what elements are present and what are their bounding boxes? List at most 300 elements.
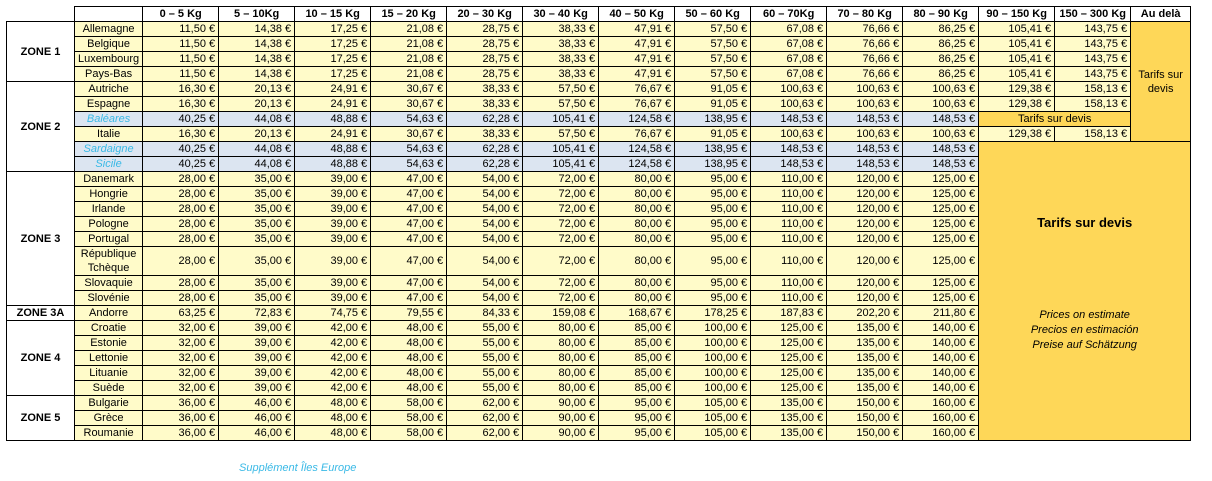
price-cell: 54,00 € (447, 187, 523, 202)
price-cell: 125,00 € (903, 276, 979, 291)
price-cell: 24,91 € (295, 82, 371, 97)
price-cell: 28,00 € (143, 217, 219, 232)
price-cell: 46,00 € (219, 411, 295, 426)
price-cell: 57,50 € (523, 82, 599, 97)
price-cell: 125,00 € (903, 187, 979, 202)
header-weight-15-20: 15 – 20 Kg (371, 7, 447, 22)
price-cell: 74,75 € (295, 306, 371, 321)
price-cell: 72,00 € (523, 187, 599, 202)
price-cell: 138,95 € (675, 142, 751, 157)
price-cell: 110,00 € (751, 232, 827, 247)
price-cell: 129,38 € (979, 97, 1055, 112)
price-cell: 135,00 € (827, 336, 903, 351)
price-cell: 76,66 € (827, 67, 903, 82)
price-cell: 58,00 € (371, 411, 447, 426)
quote-estimate-en: Prices on estimate (1039, 309, 1130, 321)
price-cell: 135,00 € (751, 426, 827, 441)
price-cell: 32,00 € (143, 336, 219, 351)
price-cell: 28,00 € (143, 187, 219, 202)
price-cell: 187,83 € (751, 306, 827, 321)
price-cell: 105,41 € (523, 142, 599, 157)
rate-table-body (7, 22, 1191, 441)
price-cell: 138,95 € (675, 112, 751, 127)
price-cell: 47,00 € (371, 232, 447, 247)
table-row (7, 142, 1191, 157)
price-cell: 24,91 € (295, 127, 371, 142)
price-cell: 47,00 € (371, 172, 447, 187)
country-slovaquie: Slovaquie (75, 276, 143, 291)
price-cell: 105,41 € (979, 37, 1055, 52)
price-cell: 32,00 € (143, 381, 219, 396)
price-cell: 80,00 € (523, 366, 599, 381)
quote-estimate-de: Preise auf Schätzung (1032, 339, 1137, 351)
table-row (7, 127, 1191, 142)
price-cell: 129,38 € (979, 127, 1055, 142)
price-cell: 86,25 € (903, 67, 979, 82)
price-cell: 35,00 € (219, 217, 295, 232)
price-cell: 72,00 € (523, 276, 599, 291)
country-bulgarie: Bulgarie (75, 396, 143, 411)
price-cell: 148,53 € (751, 112, 827, 127)
price-cell: 35,00 € (219, 172, 295, 187)
price-cell: 28,00 € (143, 291, 219, 306)
price-cell: 54,00 € (447, 172, 523, 187)
price-cell: 20,13 € (219, 127, 295, 142)
price-cell: 35,00 € (219, 232, 295, 247)
price-cell: 11,50 € (143, 22, 219, 37)
price-cell: 86,25 € (903, 37, 979, 52)
price-cell: 54,00 € (447, 276, 523, 291)
price-cell: 140,00 € (903, 321, 979, 336)
price-cell: 86,25 € (903, 22, 979, 37)
price-cell: 30,67 € (371, 127, 447, 142)
price-cell: 62,00 € (447, 426, 523, 441)
price-cell: 39,00 € (295, 187, 371, 202)
price-cell: 100,63 € (751, 82, 827, 97)
price-cell: 110,00 € (751, 187, 827, 202)
price-cell: 72,83 € (219, 306, 295, 321)
price-cell: 21,08 € (371, 22, 447, 37)
country-lettonie: Lettonie (75, 351, 143, 366)
price-cell: 95,00 € (675, 247, 751, 276)
price-cell: 124,58 € (599, 157, 675, 172)
price-cell: 129,38 € (979, 82, 1055, 97)
price-cell: 79,55 € (371, 306, 447, 321)
price-cell: 150,00 € (827, 411, 903, 426)
price-cell: 100,00 € (675, 351, 751, 366)
price-cell: 91,05 € (675, 82, 751, 97)
price-cell: 67,08 € (751, 52, 827, 67)
price-cell: 39,00 € (295, 172, 371, 187)
price-cell: 148,53 € (827, 157, 903, 172)
price-cell: 95,00 € (675, 172, 751, 187)
price-cell: 110,00 € (751, 291, 827, 306)
price-cell: 47,91 € (599, 67, 675, 82)
price-cell: 135,00 € (751, 396, 827, 411)
country-sardaigne: Sardaigne (75, 142, 143, 157)
price-cell: 42,00 € (295, 351, 371, 366)
price-cell: 39,00 € (219, 321, 295, 336)
price-cell: 62,28 € (447, 157, 523, 172)
price-cell: 47,00 € (371, 202, 447, 217)
zone-label-zone4: ZONE 4 (7, 321, 75, 396)
price-cell: 80,00 € (523, 336, 599, 351)
country-sicile: Sicile (75, 157, 143, 172)
price-cell: 46,00 € (219, 426, 295, 441)
price-cell: 55,00 € (447, 336, 523, 351)
price-cell: 160,00 € (903, 411, 979, 426)
country-espagne: Espagne (75, 97, 143, 112)
price-cell: 20,13 € (219, 97, 295, 112)
price-cell: 100,63 € (903, 82, 979, 97)
price-cell: 120,00 € (827, 217, 903, 232)
price-cell: 125,00 € (903, 172, 979, 187)
price-cell: 105,41 € (979, 52, 1055, 67)
price-cell: 91,05 € (675, 97, 751, 112)
price-cell: 42,00 € (295, 366, 371, 381)
price-cell: 58,00 € (371, 426, 447, 441)
price-cell: 202,20 € (827, 306, 903, 321)
price-cell: 38,33 € (523, 67, 599, 82)
price-cell: 95,00 € (599, 396, 675, 411)
price-cell: 44,08 € (219, 112, 295, 127)
price-cell: 143,75 € (1055, 22, 1131, 37)
zone-label-zone5: ZONE 5 (7, 396, 75, 441)
quote-estimate-es: Precios en estimación (1030, 324, 1139, 336)
price-cell: 125,00 € (751, 381, 827, 396)
price-cell: 80,00 € (599, 276, 675, 291)
price-cell: 76,67 € (599, 82, 675, 97)
header-weight-90-150: 90 – 150 Kg (979, 7, 1055, 22)
price-cell: 143,75 € (1055, 67, 1131, 82)
price-cell: 140,00 € (903, 351, 979, 366)
price-cell: 120,00 € (827, 232, 903, 247)
price-cell: 140,00 € (903, 336, 979, 351)
price-cell: 86,25 € (903, 52, 979, 67)
price-cell: 57,50 € (523, 97, 599, 112)
price-cell: 76,67 € (599, 127, 675, 142)
country-belgique: Belgique (75, 37, 143, 52)
price-cell: 62,00 € (447, 411, 523, 426)
price-cell: 67,08 € (751, 37, 827, 52)
table-row (7, 67, 1191, 82)
price-cell: 100,00 € (675, 336, 751, 351)
price-cell: 135,00 € (827, 321, 903, 336)
shipping-rate-table (6, 6, 1191, 441)
price-cell: 148,53 € (827, 112, 903, 127)
price-cell: 57,50 € (523, 127, 599, 142)
price-cell: 85,00 € (599, 381, 675, 396)
price-cell: 95,00 € (675, 291, 751, 306)
price-cell: 148,53 € (903, 142, 979, 157)
price-cell: 48,88 € (295, 157, 371, 172)
price-cell: 100,00 € (675, 366, 751, 381)
price-cell: 21,08 € (371, 52, 447, 67)
price-cell: 138,95 € (675, 157, 751, 172)
price-cell: 105,00 € (675, 411, 751, 426)
header-weight-0-5: 0 – 5 Kg (143, 7, 219, 22)
price-cell: 135,00 € (827, 381, 903, 396)
price-cell: 120,00 € (827, 202, 903, 217)
price-cell: 40,25 € (143, 112, 219, 127)
price-cell: 39,00 € (295, 276, 371, 291)
price-cell: 62,28 € (447, 142, 523, 157)
price-cell: 95,00 € (675, 187, 751, 202)
islands-supplement-note: Supplément Îles Europe (239, 462, 357, 474)
price-cell: 110,00 € (751, 247, 827, 276)
quote-baleares-block: Tarifs sur devis (979, 112, 1131, 127)
price-cell: 14,38 € (219, 67, 295, 82)
price-cell: 11,50 € (143, 37, 219, 52)
price-cell: 21,08 € (371, 67, 447, 82)
country-header (75, 7, 143, 22)
price-cell: 158,13 € (1055, 127, 1131, 142)
price-cell: 76,67 € (599, 97, 675, 112)
country-pays-bas: Pays-Bas (75, 67, 143, 82)
price-cell: 48,00 € (295, 426, 371, 441)
price-cell: 80,00 € (599, 202, 675, 217)
price-cell: 48,00 € (295, 411, 371, 426)
header-weight-10-15: 10 – 15 Kg (295, 7, 371, 22)
price-cell: 38,33 € (523, 37, 599, 52)
price-cell: 17,25 € (295, 37, 371, 52)
price-cell: 160,00 € (903, 396, 979, 411)
country-pologne: Pologne (75, 217, 143, 232)
price-cell: 80,00 € (599, 291, 675, 306)
price-cell: 67,08 € (751, 67, 827, 82)
country-allemagne: Allemagne (75, 22, 143, 37)
price-cell: 36,00 € (143, 426, 219, 441)
price-cell: 42,00 € (295, 336, 371, 351)
price-cell: 85,00 € (599, 366, 675, 381)
price-cell: 54,00 € (447, 217, 523, 232)
price-cell: 148,53 € (827, 142, 903, 157)
price-cell: 135,00 € (827, 366, 903, 381)
price-cell: 105,00 € (675, 426, 751, 441)
price-cell: 16,30 € (143, 82, 219, 97)
price-cell: 120,00 € (827, 172, 903, 187)
price-cell: 55,00 € (447, 321, 523, 336)
price-cell: 120,00 € (827, 187, 903, 202)
price-cell: 140,00 € (903, 366, 979, 381)
zone-label-zone2: ZONE 2 (7, 82, 75, 172)
price-cell: 42,00 € (295, 321, 371, 336)
header-row (7, 7, 1191, 22)
price-cell: 120,00 € (827, 247, 903, 276)
country-irlande: Irlande (75, 202, 143, 217)
price-cell: 39,00 € (219, 366, 295, 381)
price-cell: 17,25 € (295, 22, 371, 37)
price-cell: 100,00 € (675, 321, 751, 336)
price-cell: 90,00 € (523, 411, 599, 426)
table-row (7, 37, 1191, 52)
price-cell: 46,00 € (219, 396, 295, 411)
price-cell: 55,00 € (447, 381, 523, 396)
price-cell: 48,00 € (371, 351, 447, 366)
price-cell: 148,53 € (751, 157, 827, 172)
price-cell: 125,00 € (751, 351, 827, 366)
price-cell: 28,00 € (143, 202, 219, 217)
quote-big-text: Tarifs sur devis (1037, 215, 1133, 230)
price-cell: 85,00 € (599, 336, 675, 351)
price-cell: 54,63 € (371, 142, 447, 157)
country-republique-tcheque: République Tchèque (75, 247, 143, 276)
country-slovenie: Slovénie (75, 291, 143, 306)
price-cell: 95,00 € (599, 411, 675, 426)
price-cell: 28,00 € (143, 232, 219, 247)
price-cell: 58,00 € (371, 396, 447, 411)
price-cell: 24,91 € (295, 97, 371, 112)
price-cell: 120,00 € (827, 276, 903, 291)
zone-label-zone3: ZONE 3 (7, 172, 75, 306)
price-cell: 84,33 € (447, 306, 523, 321)
price-cell: 80,00 € (523, 381, 599, 396)
price-cell: 28,75 € (447, 67, 523, 82)
price-cell: 47,91 € (599, 52, 675, 67)
price-cell: 38,33 € (447, 82, 523, 97)
price-cell: 28,00 € (143, 247, 219, 276)
header-weight-80-90: 80 – 90 Kg (903, 7, 979, 22)
price-cell: 57,50 € (675, 52, 751, 67)
price-cell: 11,50 € (143, 52, 219, 67)
price-cell: 125,00 € (903, 291, 979, 306)
price-cell: 44,08 € (219, 157, 295, 172)
zone-label-zone3a: ZONE 3A (7, 306, 75, 321)
price-cell: 47,91 € (599, 37, 675, 52)
price-cell: 85,00 € (599, 351, 675, 366)
price-cell: 67,08 € (751, 22, 827, 37)
price-cell: 48,00 € (371, 366, 447, 381)
price-cell: 47,91 € (599, 22, 675, 37)
price-cell: 35,00 € (219, 187, 295, 202)
quote-big-block (979, 142, 1191, 441)
price-cell: 72,00 € (523, 291, 599, 306)
price-cell: 95,00 € (675, 217, 751, 232)
price-cell: 135,00 € (827, 351, 903, 366)
table-row (7, 97, 1191, 112)
header-weight-5-10: 5 – 10Kg (219, 7, 295, 22)
price-cell: 100,63 € (903, 97, 979, 112)
price-cell: 39,00 € (219, 351, 295, 366)
price-cell: 48,00 € (295, 396, 371, 411)
price-cell: 39,00 € (295, 247, 371, 276)
price-cell: 110,00 € (751, 217, 827, 232)
price-cell: 54,00 € (447, 202, 523, 217)
country-italie: Italie (75, 127, 143, 142)
price-cell: 16,30 € (143, 127, 219, 142)
price-cell: 110,00 € (751, 276, 827, 291)
price-cell: 125,00 € (903, 232, 979, 247)
price-cell: 57,50 € (675, 67, 751, 82)
price-cell: 42,00 € (295, 381, 371, 396)
price-cell: 28,75 € (447, 37, 523, 52)
price-cell: 14,38 € (219, 52, 295, 67)
price-cell: 54,00 € (447, 291, 523, 306)
price-cell: 125,00 € (903, 247, 979, 276)
price-cell: 54,00 € (447, 247, 523, 276)
price-cell: 54,63 € (371, 157, 447, 172)
price-cell: 72,00 € (523, 247, 599, 276)
price-cell: 47,00 € (371, 276, 447, 291)
price-cell: 159,08 € (523, 306, 599, 321)
price-cell: 100,63 € (827, 127, 903, 142)
country-roumanie: Roumanie (75, 426, 143, 441)
price-cell: 100,63 € (751, 127, 827, 142)
price-cell: 125,00 € (903, 217, 979, 232)
price-cell: 100,00 € (675, 381, 751, 396)
price-cell: 158,13 € (1055, 97, 1131, 112)
price-cell: 28,75 € (447, 52, 523, 67)
header-weight-20-30: 20 – 30 Kg (447, 7, 523, 22)
price-cell: 105,41 € (979, 67, 1055, 82)
price-cell: 48,88 € (295, 142, 371, 157)
price-cell: 85,00 € (599, 321, 675, 336)
price-cell: 100,63 € (827, 97, 903, 112)
table-row (7, 52, 1191, 67)
country-grece: Grèce (75, 411, 143, 426)
country-estonie: Estonie (75, 336, 143, 351)
price-cell: 76,66 € (827, 52, 903, 67)
price-cell: 35,00 € (219, 202, 295, 217)
zone-label-zone1: ZONE 1 (7, 22, 75, 82)
price-cell: 158,13 € (1055, 82, 1131, 97)
price-cell: 80,00 € (599, 217, 675, 232)
price-cell: 17,25 € (295, 52, 371, 67)
price-cell: 150,00 € (827, 396, 903, 411)
price-cell: 72,00 € (523, 232, 599, 247)
price-cell: 28,75 € (447, 22, 523, 37)
price-cell: 80,00 € (599, 172, 675, 187)
price-cell: 148,53 € (903, 112, 979, 127)
country-portugal: Portugal (75, 232, 143, 247)
price-cell: 76,66 € (827, 22, 903, 37)
corner-cell (7, 7, 75, 22)
price-cell: 35,00 € (219, 247, 295, 276)
price-cell: 39,00 € (219, 336, 295, 351)
price-cell: 30,67 € (371, 97, 447, 112)
country-danemark: Danemark (75, 172, 143, 187)
price-cell: 100,63 € (827, 82, 903, 97)
price-cell: 57,50 € (675, 22, 751, 37)
price-cell: 124,58 € (599, 142, 675, 157)
price-cell: 80,00 € (599, 187, 675, 202)
price-cell: 32,00 € (143, 321, 219, 336)
price-cell: 47,00 € (371, 291, 447, 306)
price-cell: 105,41 € (979, 22, 1055, 37)
table-row (7, 22, 1191, 37)
country-croatie: Croatie (75, 321, 143, 336)
price-cell: 124,58 € (599, 112, 675, 127)
price-cell: 20,13 € (219, 82, 295, 97)
country-hongrie: Hongrie (75, 187, 143, 202)
price-cell: 72,00 € (523, 217, 599, 232)
country-luxembourg: Luxembourg (75, 52, 143, 67)
price-cell: 16,30 € (143, 97, 219, 112)
price-cell: 135,00 € (751, 411, 827, 426)
price-cell: 110,00 € (751, 202, 827, 217)
price-cell: 48,00 € (371, 381, 447, 396)
price-cell: 120,00 € (827, 291, 903, 306)
price-cell: 211,80 € (903, 306, 979, 321)
price-cell: 105,00 € (675, 396, 751, 411)
price-cell: 39,00 € (295, 217, 371, 232)
price-cell: 38,33 € (523, 22, 599, 37)
price-cell: 38,33 € (447, 127, 523, 142)
price-cell: 178,25 € (675, 306, 751, 321)
price-cell: 48,00 € (371, 336, 447, 351)
price-cell: 72,00 € (523, 172, 599, 187)
price-cell: 90,00 € (523, 396, 599, 411)
